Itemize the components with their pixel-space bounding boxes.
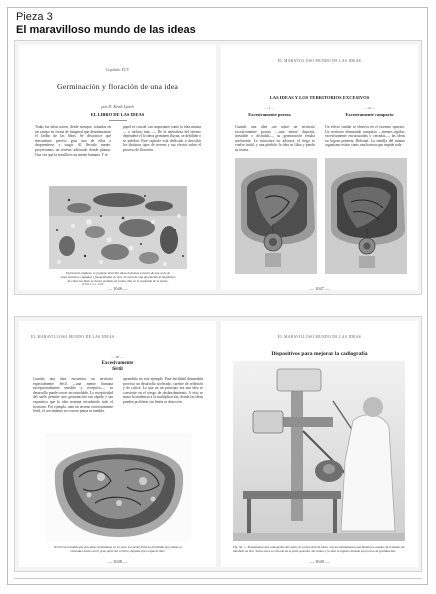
- page-number: — 1048 —: [107, 559, 128, 564]
- page-left-top: [19, 45, 216, 290]
- photo-caption: Fig. 56. — Presentamos una cadiografía del centro de proyección de ideas, con los instrumentos que miden los estados de la mente sin interferir en ella. Todos estos se colocan en la parte posterior del cráneo y la idea se registra durante su proceso de germinación.: [233, 545, 405, 553]
- running-head: EL MARAVILLOSO MUNDO DE LAS IDEAS: [31, 335, 115, 339]
- book-spread-bottom: [14, 316, 422, 572]
- body-column-2: papel es crucial: tan importante como la idea misma — o incluso más —. De la naturaleza del terreno dependerá el lo ideas germinen fluyan, se debiliten o se pierdan. Este capítulo está dedicado a describir los distintos tipos de terreno y sus efectos sobre el proceso de floración.: [123, 125, 201, 152]
- page-title: Dispositivos para mejorar la cadiografía: [271, 351, 368, 357]
- brain-scan-compact: [325, 158, 407, 274]
- chapter-label: Capítulo XCV: [105, 67, 130, 72]
- body-column-2: Un efecto similar se observa en el extremo opuesto. Un territorio demasiado compacto —mentes rígidas, excesivamente estructuradas o cerradas—, las ideas no logran penetrar. Rebotan. La semilla del mismo organismo existe como una barrera que impide toda: [325, 125, 405, 148]
- subsection-title-1: Excesivamente poroso: [248, 112, 291, 117]
- running-head: EL MARAVILLOSO MUNDO DE LAS IDEAS: [277, 335, 362, 339]
- piece-title: El maravilloso mundo de las ideas: [16, 24, 196, 36]
- page-number: — 1046 —: [107, 286, 128, 291]
- page-right-bottom: [221, 321, 418, 567]
- body-column-1: Todas las ideas nacen, desde siempre, tomadas en un campo en forma de imaginal que denominamos el Jardín de las Ideas. Se desconoce qué mecanismo preciso guía una de ellas a desprenderse y surgir. Al llevarlo mente, proyectamos un terreno adecuado donde plantar. Una vez que la semilla es un mente humana. Y se: [35, 125, 111, 157]
- chapter-author: por D. Keith Lynch: [101, 104, 134, 109]
- body-column-1: Cuando una idea cae sobre un territorio excesivamente poroso —una mente dispersa, inestable o distraída—, su germinación resulta ineficiente. La estructura no aflorará, el riego se vuelve inútil, y una pérdida: la idea se filtra y pierde su forma.: [235, 125, 315, 152]
- page-left-bottom: [19, 321, 216, 567]
- body-column-2: aprendido en este ejemplo. Esta fertilidad desmedida provoca un desarrollo acelerado, carente de reflexión y de crítica. Lo que en un principio era una idea se convierte en el riesgo de desbordamiento. A esto se suma la tendencia a la multiplicación, donde las ideas pueden proliferar sin límite ni dirección.: [123, 377, 203, 404]
- section-rule: [109, 120, 127, 121]
- page-number: — 1047 —: [309, 286, 330, 291]
- subsection-number-1: — I —: [264, 106, 275, 110]
- photo-caption: Territorio invadido por dos ideas simultáneas en su seno. La mente fértil ha permitido que ambas se extiendan hasta cubrir gran parte del cerebro, dejando poco espacio libre.: [54, 545, 182, 553]
- micrograph-photo: [49, 186, 187, 269]
- subsection-number-2: — II —: [363, 106, 376, 110]
- page-number: — 1049 —: [309, 559, 330, 564]
- brain-scan-fertile: [45, 433, 191, 541]
- piece-label: Pieza 3: [16, 11, 53, 23]
- section-heading: EL LIBRO DE LAS IDEAS: [90, 112, 145, 117]
- section-heading: LAS IDEAS Y LOS TERRITORIOS EXCESIVOS: [269, 95, 370, 100]
- brain-scan-porous: [235, 158, 317, 274]
- subsection-number: — III —: [111, 355, 124, 359]
- subsection-title-2: Excesivamente compacto: [345, 112, 394, 117]
- bottom-rule: [14, 578, 422, 579]
- book-spread-top: [14, 40, 422, 295]
- chapter-title: Germinación y floración de una idea: [56, 82, 179, 91]
- photo-credit: SEMILLA A. 1968: [81, 283, 104, 286]
- running-head: EL MARAVILLOSO MUNDO DE LAS IDEAS: [277, 59, 362, 63]
- subsection-title: Excesivamente fértil: [101, 361, 134, 372]
- device-photo: [233, 361, 405, 541]
- page-right-top: [221, 45, 418, 290]
- body-column-1: Cuando una idea encuentra un territorio especialmente fértil —una mente humana excepcionalmente sensible y receptiva—, su desarrollo puede crecer incontrolable. La receptividad del suelo permite una germinación tan rápida y tan expansiva que la idea termina invadiendo todo el territorio. Por ejemplo, ante un terreno excesivamente fértil, el crecimiento no conoce pausa ni medida.: [33, 377, 113, 414]
- photo-caption: El presente capítulo, se propone describir ideas humanas a través de una serie de observaciones, captadas y fotografiadas en vivo. Se trata de una aportación al lingüístico de cómo las ideas se hacen posibles de forma vital en el trasfondo de la mente.: [60, 271, 176, 283]
